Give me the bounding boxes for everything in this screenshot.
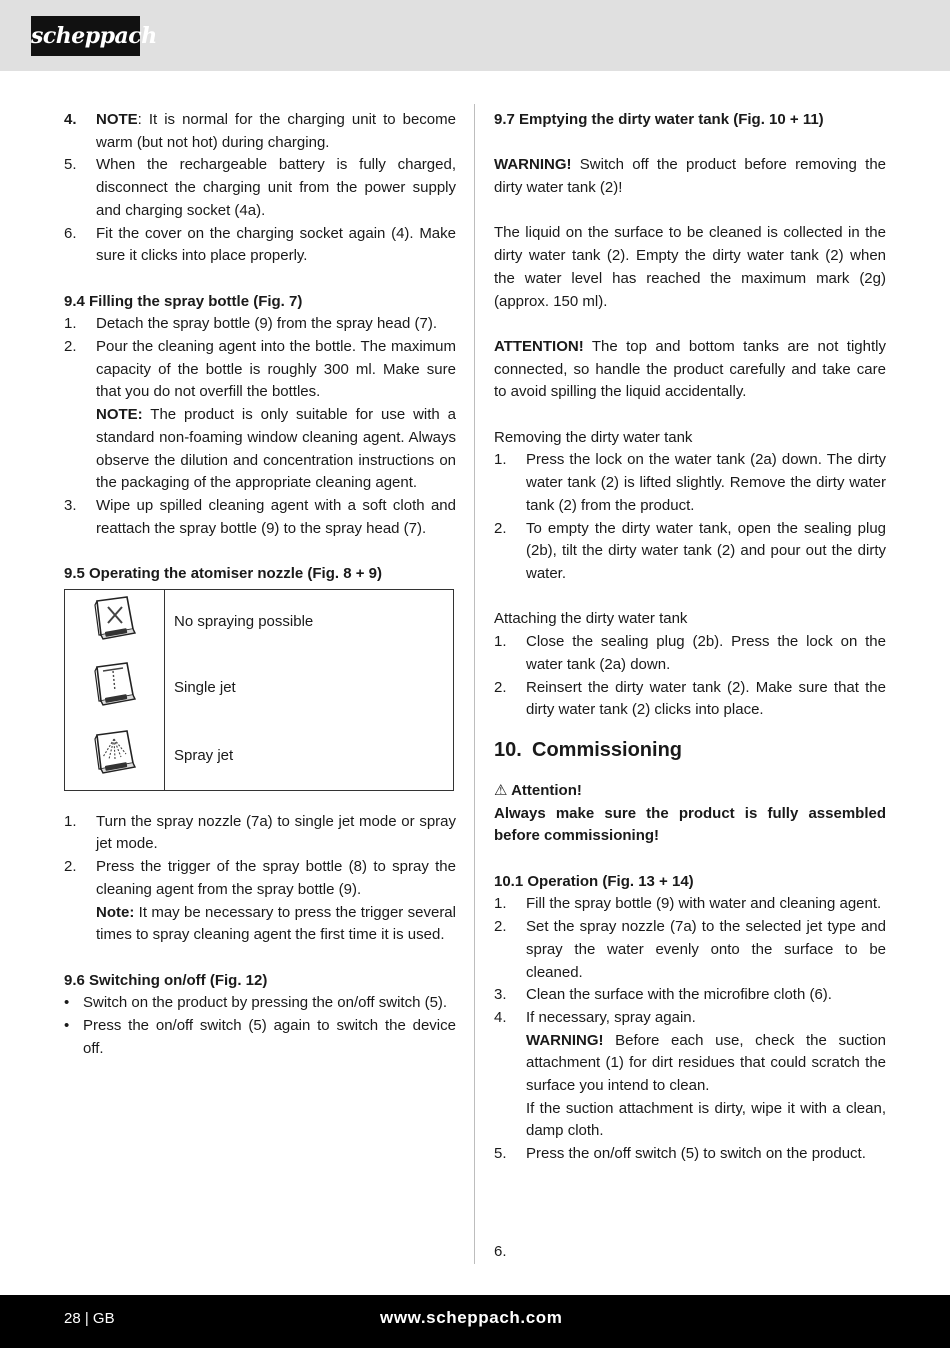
list-text-body: : It is normal for the charging unit to become warm (but not hot) during charging. [96,111,456,151]
list-item [494,518,886,586]
list-text: Clean the surface with the microfibre cloth (6). [526,986,832,1004]
subsection-title: Attaching the dirty water tank [494,610,688,628]
list-item [494,631,886,676]
list-item [494,893,886,916]
warning-triangle-icon: ⚠ [494,781,508,799]
list-text: Reinsert the dirty water tank (2). Make sure that the dirty water tank (2) clicks into place. [526,678,886,719]
list-text-body: If necessary, spray again. [526,1008,696,1026]
list-number: 4. [494,1008,507,1026]
note-text: The product is only suitable for use with a standard non-foaming window cleaning agent. Always observe the dilution and concentration instructions on the packaging of the appropriate cleaning agent. [96,406,456,492]
list-text: Turn the spray nozzle (7a) to single jet mode or spray jet mode. [96,812,456,853]
list-number: 2. [494,519,507,537]
page-number: 28 [64,1310,81,1327]
list-text-body: Pour the cleaning agent into the bottle. The maximum capacity of the bottle is roughly 300 ml. Make sure that you do not overfill the bottles. [96,338,456,401]
list-text: Wipe up spilled cleaning agent with a soft cloth and reattach the spray bottle (9) to the spray head (7). [96,496,456,537]
list-item [64,336,456,495]
warning-paragraph [494,154,886,199]
footer-bar [0,1295,950,1348]
list-item [494,677,886,722]
list-item [64,109,456,154]
list-number: 4. [64,111,77,128]
warning-text: Before each use, check the suction attachment (1) for dirt residues that could scratch the surface you intend to clean. [526,1031,886,1095]
list-item [64,495,456,540]
note-label: NOTE: [96,406,143,424]
column-divider [474,104,475,1264]
warning-text: Switch off the product before removing the dirty water tank (2)! [494,156,886,197]
attention-paragraph [494,336,886,404]
note-text: It may be necessary to press the trigger several times to spray cleaning agent the first time it is used. [96,903,456,944]
bullet-icon: • [64,1017,70,1035]
subsection-title: Removing the dirty water tank [494,428,693,446]
bullet-text: Press the on/off switch (5) again to switch the device off. [83,1017,456,1057]
warning-label: WARNING! [494,156,572,174]
list-number: 2. [494,678,507,696]
section-number: 10. [494,738,522,761]
nozzle-mode-label: Single jet [165,654,454,722]
list-text: Press the lock on the water tank (2a) down. The dirty water tank (2) is lifted slightly. Remove the dirty water tank (2) from the product. [526,451,886,514]
list-text [526,1007,886,1143]
list-number: 1. [494,633,507,651]
website-url: www.scheppach.com [380,1308,563,1327]
list-item [64,811,456,856]
section-heading-9-4: 9.4 Filling the spray bottle (Fig. 7) [64,292,303,310]
list-text [96,109,456,154]
section-heading-10-1: 10.1 Operation (Fig. 13 + 14) [494,872,694,890]
list-text: Detach the spray bottle (9) from the spray head (7). [96,315,437,333]
list-number: 3. [494,986,507,1004]
nozzle-mode-table [64,589,454,791]
list-text: To empty the dirty water tank, open the sealing plug (2b), tilt the dirty water tank (2) and pour out the dirty water. [526,519,886,582]
list-item [64,223,456,268]
list-item [494,984,886,1007]
trailing-list-number: 6. [494,1243,507,1260]
left-column [64,109,456,1060]
note-label: NOTE [96,111,138,128]
attention-label: ATTENTION! [494,337,584,355]
bullet-icon: • [64,994,70,1012]
list-text: Fit the cover on the charging socket again (4). Make sure it clicks into place properly. [96,224,456,265]
bullet-text: Switch on the product by pressing the on/off switch (5). [83,994,448,1012]
list-text: Set the spray nozzle (7a) to the selected jet type and spray the water evenly onto the surface to be cleaned. [526,918,886,981]
list-number: 1. [64,812,77,830]
right-column [494,109,886,1166]
section-heading-9-5: 9.5 Operating the atomiser nozzle (Fig. 8 + 9) [64,565,382,583]
list-number: 5. [64,156,77,174]
warning-label: WARNING! [526,1031,604,1049]
list-item [64,313,456,336]
section-heading-9-7: 9.7 Emptying the dirty water tank (Fig. 10 + 11) [494,111,824,128]
language-code: GB [92,1310,115,1327]
list-number: 2. [64,338,77,356]
list-item [494,1007,886,1143]
bullet-item [64,1015,456,1060]
nozzle-mode-label: Spray jet [165,722,454,790]
nozzle-single-jet-icon [89,659,141,709]
list-number: 1. [64,315,77,333]
list-text: Press the on/off switch (5) to switch on the product. [526,1145,866,1163]
list-text: Fill the spray bottle (9) with water and cleaning agent. [526,895,882,913]
list-text: When the rechargeable battery is fully charged, disconnect the charging unit from the power supply and charging socket (4a). [96,156,456,219]
nozzle-mode-label: No spraying possible [165,589,454,654]
list-text-body: Press the trigger of the spray bottle (8) to spray the cleaning agent from the spray bottle (9). [96,858,456,898]
note-label: Note: [96,903,135,921]
list-number: 2. [494,918,507,936]
list-text [96,336,456,495]
list-number: 1. [494,451,507,469]
bullet-item [64,992,456,1015]
list-item [494,1143,886,1166]
list-item [64,154,456,222]
list-number: 3. [64,496,77,514]
table-row [65,589,454,654]
list-number: 2. [64,858,77,876]
list-text: Close the sealing plug (2b). Press the lock on the water tank (2a) down. [526,633,886,673]
nozzle-off-icon [89,593,141,643]
section-title: Commissioning [532,738,683,761]
note-text: If the suction attachment is dirty, wipe it with a clean, damp cloth. [526,1099,886,1140]
body-paragraph: The liquid on the surface to be cleaned is collected in the dirty water tank (2). Empty the dirty water tank (2) when the water level has reached the maximum mark (2g) (approx. 150 ml). [494,224,886,310]
list-number: 1. [494,895,507,913]
attention-text: Always make sure the product is fully assembled before commissioning! [494,804,886,845]
list-number: 6. [64,224,77,242]
section-heading-9-6: 9.6 Switching on/off (Fig. 12) [64,971,268,989]
attention-label: Attention! [507,781,582,799]
table-row [65,654,454,722]
list-number: 5. [494,1145,507,1163]
list-item [64,856,456,947]
page-indicator [64,1308,115,1330]
nozzle-spray-jet-icon [89,727,141,777]
section-heading-10 [494,736,886,764]
header-bar [0,0,950,71]
list-text [96,856,456,947]
scheppach-logo: scheppach [31,16,140,56]
list-item [494,916,886,984]
attention-heading [494,780,886,803]
list-item [494,449,886,517]
attention-text: The top and bottom tanks are not tightly connected, so handle the product carefully and take care to avoid spilling the liquid accidentally. [494,337,886,401]
page-separator: | [80,1310,93,1327]
table-row [65,722,454,790]
